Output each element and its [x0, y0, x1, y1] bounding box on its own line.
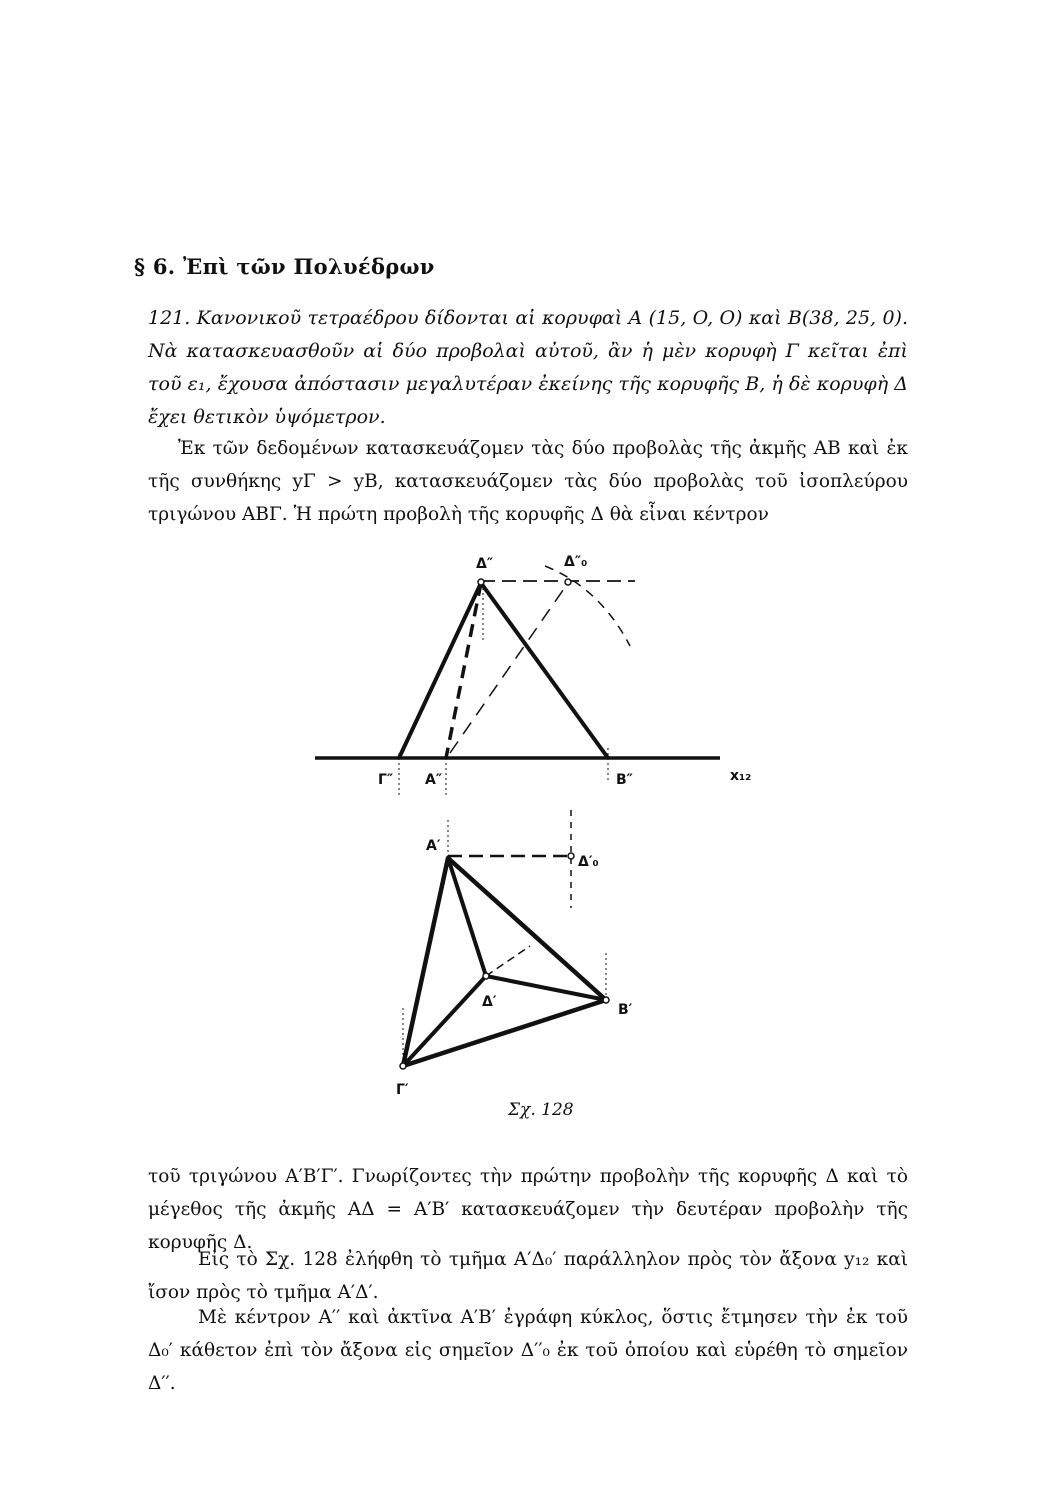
label-d1: Δ′ [482, 994, 497, 1010]
paragraph-construction: Ἐκ τῶν δεδομένων κατασκευάζομεν τὰς δύο προβολὰς τῆς ἀκμῆς AB καὶ ἐκ τῆς συνθήκης yΓ > yB, κατασκευάζομεν τὰς δύο προβολὰς τοῦ ἰσοπλεύρου τριγώνου ΑΒΓ. Ἡ πρώτη προβολὴ τῆς κορυφῆς Δ θὰ εἶναι κέντρον [148, 438, 908, 525]
label-axis: x₁₂ [730, 768, 752, 784]
section-title: § 6. Ἐπὶ τῶν Πολυέδρων [134, 254, 435, 279]
label-a1: Α′ [426, 838, 441, 854]
edge-g2-d2 [399, 583, 481, 758]
label-d2: Δ″ [476, 556, 494, 572]
point-d0-1 [568, 853, 574, 859]
figure-128 [300, 548, 770, 1108]
construction-arc [545, 566, 630, 646]
point-b1 [603, 997, 609, 1003]
label-b2: Β″ [616, 772, 633, 788]
point-d2 [478, 579, 484, 585]
edge-b1-d1 [486, 976, 606, 1000]
paragraph-circle: Μὲ κέντρον Α′′ καὶ ἀκτῖνα Α′Β′ ἐγράφη κύκλος, ὅστις ἔτμησεν τὴν ἐκ τοῦ Δ₀′ κάθετον ἐπὶ τὸν ἄξονα εἰς σημεῖον Δ′′₀ ἐκ τοῦ ὁποίου καὶ εὑρέθη τὸ σημεῖον Δ′′. [148, 1307, 908, 1394]
edge-d2-b2 [481, 583, 608, 758]
label-b1: Β′ [618, 1002, 633, 1018]
problem-statement: 121. Κανονικοῦ τετραέδρου δίδονται αἱ κορυφαὶ A (15, O, O) καὶ B(38, 25, 0). Νὰ κατασκευασθοῦν αἱ δύο προβολαὶ αὐτοῦ, ἂν ἡ μὲν κορυφὴ Γ κεῖται ἐπὶ τοῦ ε₁, ἔχουσα ἀπόστασιν μεγαλυτέραν ἐκείνης τῆς κορυφῆς B, ἡ δὲ κορυφὴ Δ ἔχει θετικὸν ὑψόμετρον. [148, 307, 908, 428]
point-g1 [400, 1063, 406, 1069]
label-d0-2: Δ″₀ [564, 554, 588, 570]
label-d0-1: Δ′₀ [578, 854, 599, 870]
edge-d2-a2-hidden [446, 583, 481, 758]
construction-d1 [486, 946, 530, 976]
label-a2: Α″ [425, 772, 443, 788]
label-g2: Γ″ [378, 772, 394, 788]
figure-caption: Σχ. 128 [508, 1100, 574, 1120]
label-g1: Γ′ [396, 1082, 409, 1098]
paragraph-triangle: τοῦ τριγώνου Α′Β′Γ′. Γνωρίζοντες τὴν πρώτην προβολὴν τῆς κορυφῆς Δ καὶ τὸ μέγεθος τῆς ἀκμῆς ΑΔ = Α′Β′ κατασκευάζομεν τὴν δευτέραν προβολὴν τῆς κορυφῆς Δ. [148, 1166, 908, 1253]
paragraph-segment: Εἰς τὸ Σχ. 128 ἐλήφθη τὸ τμῆμα Α′Δ₀′ παράλληλον πρὸς τὸν ἄξονα y₁₂ καὶ ἴσον πρὸς τὸ τμῆμα Α′Δ′. [148, 1249, 908, 1303]
point-d1 [483, 973, 489, 979]
point-d0-2 [565, 579, 571, 585]
